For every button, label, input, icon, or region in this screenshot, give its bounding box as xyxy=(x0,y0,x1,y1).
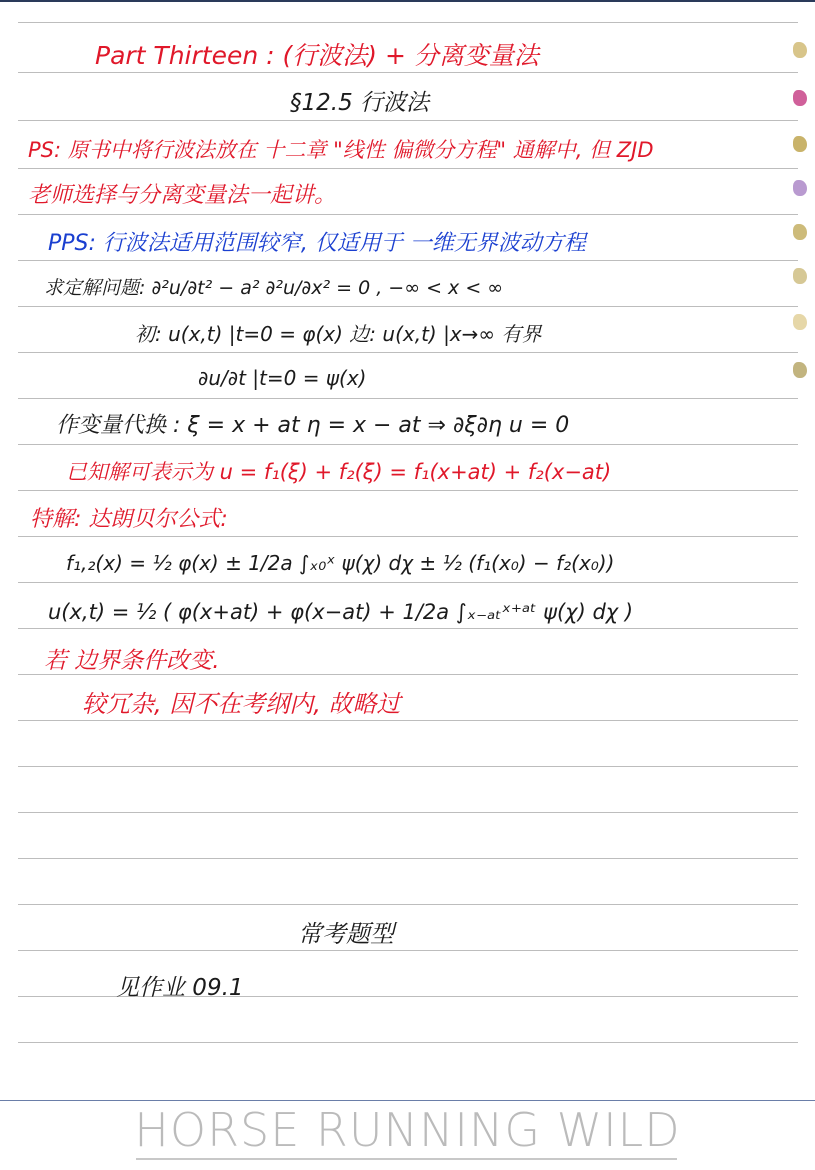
margin-speck xyxy=(793,136,807,152)
skip-note: 较冗杂, 因不在考纲内, 故略过 xyxy=(82,690,401,718)
ruled-line xyxy=(18,720,798,721)
margin-speck xyxy=(793,180,807,196)
ruled-line xyxy=(18,858,798,859)
ruled-line xyxy=(18,904,798,905)
ps-note-line-2: 老师选择与分离变量法一起讲。 xyxy=(28,183,337,208)
ruled-line xyxy=(18,260,798,261)
solution-form: 已知解可表示为 u = f₁(ξ) + f₂(ξ) = f₁(x+at) + f₂(x−at) xyxy=(66,460,612,484)
ruled-line xyxy=(18,306,798,307)
ruled-line xyxy=(18,22,798,23)
margin-speck xyxy=(793,224,807,240)
formula-u: u(x,t) = ½ ( φ(x+at) + φ(x−at) + 1/2a ∫ₓ₋ₐₜˣ⁺ᵃᵗ ψ(χ) dχ ) xyxy=(48,600,634,624)
notebook-page xyxy=(0,2,815,1100)
ruled-line xyxy=(18,444,798,445)
ruled-line xyxy=(18,490,798,491)
footer-underline xyxy=(136,1158,677,1160)
variable-change: 作变量代换 : ξ = x + at η = x − at ⇒ ∂ξ∂η u = 0 xyxy=(56,413,570,438)
special-solution: 特解: 达朗贝尔公式: xyxy=(30,507,228,532)
problem-statement: 求定解问题: ∂²u/∂t² − a² ∂²u/∂x² = 0 , −∞ < x < ∞ xyxy=(44,277,504,299)
initial-condition-1: 初: u(x,t) |t=0 = φ(x) 边: u(x,t) |x→∞ 有界 xyxy=(135,322,542,346)
ps-note-line-1: PS: 原书中将行波法放在 十二章 "线性 偏微分方程" 通解中, 但 ZJD xyxy=(28,138,654,162)
common-types-heading: 常考题型 xyxy=(298,920,394,948)
ruled-line xyxy=(18,120,798,121)
margin-speck xyxy=(793,268,807,284)
ruled-line xyxy=(18,536,798,537)
formula-f: f₁,₂(x) = ½ φ(x) ± 1/2a ∫ₓ₀ˣ ψ(χ) dχ ± ½ (f₁(x₀) − f₂(x₀)) xyxy=(66,551,615,575)
pps-note: PPS: 行波法适用范围较窄, 仅适用于 一维无界波动方程 xyxy=(48,231,586,256)
boundary-change: 若 边界条件改变. xyxy=(44,648,220,674)
ruled-line xyxy=(18,812,798,813)
ruled-line xyxy=(18,1042,798,1043)
ruled-line xyxy=(18,352,798,353)
ruled-line xyxy=(18,582,798,583)
margin-speck xyxy=(793,314,807,330)
part-title: Part Thirteen : (行波法) + 分离变量法 xyxy=(95,41,539,70)
homework-reference: 见作业 09.1 xyxy=(116,975,244,1001)
ruled-line xyxy=(18,398,798,399)
ruled-line xyxy=(18,950,798,951)
footer-watermark: HORSE RUNNING WILD xyxy=(134,1103,681,1157)
ruled-line xyxy=(18,214,798,215)
margin-speck xyxy=(793,90,807,106)
ruled-line xyxy=(18,766,798,767)
margin-speck xyxy=(793,42,807,58)
initial-condition-2: ∂u/∂t |t=0 = ψ(x) xyxy=(198,366,367,390)
section-title: §12.5 行波法 xyxy=(290,90,430,116)
margin-speck xyxy=(793,362,807,378)
ruled-line xyxy=(18,628,798,629)
ruled-line xyxy=(18,168,798,169)
ruled-line xyxy=(18,72,798,73)
